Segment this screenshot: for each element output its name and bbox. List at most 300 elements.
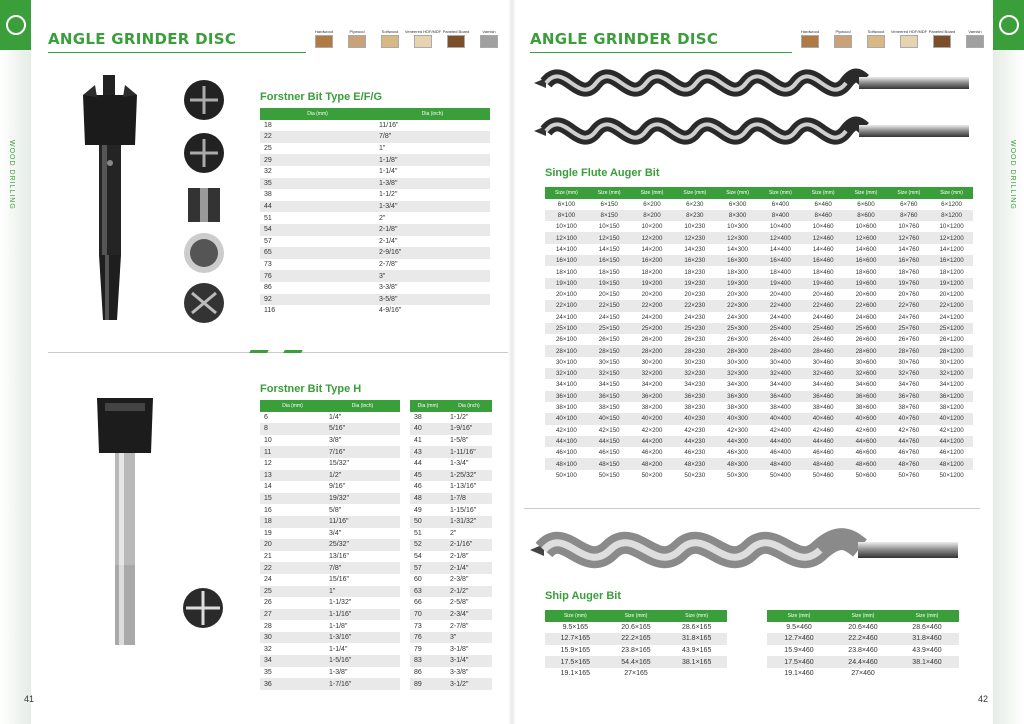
table-cell: 8×460 [802, 210, 845, 221]
col-header: Size (mm) [545, 187, 588, 199]
table-cell: 24×150 [598, 313, 620, 321]
table-cell: 6×300 [728, 200, 747, 208]
col-header: Size (mm) [831, 610, 895, 622]
table-row [260, 212, 490, 224]
material-label: Veneered HDF/MDF [890, 29, 928, 34]
table-cell: 26×100 [555, 336, 577, 344]
table-cell: 18×600 [855, 268, 877, 276]
table-cell: 32×400 [759, 368, 802, 379]
table-cell: 48×200 [631, 458, 674, 469]
table-cell: 11 [260, 446, 325, 458]
table-cell: 60 [414, 576, 422, 584]
table-cell: 34×150 [598, 381, 620, 389]
table-cell: 25×200 [631, 323, 674, 334]
table-cell: 63 [410, 586, 446, 598]
table-cell: 1-1/4" [329, 645, 348, 653]
table-cell: 12×100 [545, 232, 588, 243]
table-cell: 22 [260, 562, 325, 574]
table-cell: 30×150 [598, 358, 620, 366]
table-cell: 31.8×460 [895, 633, 959, 645]
table-cell: 30×460 [812, 358, 834, 366]
table-cell: 50×200 [641, 471, 663, 479]
table-cell: 20.6×460 [848, 623, 878, 631]
material-swatch-icon [348, 35, 366, 48]
table-cell: 3/8" [329, 437, 342, 445]
table-cell: 16×1200 [930, 255, 973, 266]
table-row [410, 574, 492, 586]
table-cell: 76 [410, 632, 446, 644]
logo-icon [999, 15, 1019, 35]
table-row [260, 551, 400, 563]
table-cell: 48×460 [802, 458, 845, 469]
table-row [545, 413, 973, 424]
table-row [545, 425, 973, 436]
table-cell: 16×460 [802, 255, 845, 266]
table-cell: 73 [414, 622, 422, 630]
table-row [545, 458, 973, 469]
col-header: Size (mm) [606, 610, 667, 622]
table-row [260, 224, 490, 236]
table-cell: 46×230 [684, 449, 706, 457]
table-cell: 10×100 [555, 223, 577, 231]
table-cell: 32×1200 [930, 368, 973, 379]
table-cell: 2-7/8" [379, 261, 398, 269]
table-row [545, 266, 973, 277]
table-row [260, 632, 400, 644]
table-row [260, 678, 400, 690]
table-cell: 1-1/8" [329, 622, 348, 630]
table-cell: 9.5×165 [562, 623, 589, 631]
table-row [410, 678, 492, 690]
table-cell: 6×460 [814, 200, 832, 208]
table-cell: 48×600 [845, 458, 888, 469]
table-cell: 27 [260, 609, 325, 621]
table-row [545, 289, 973, 300]
col-header: Dia (inch) [325, 400, 400, 412]
table-cell: 92 [260, 294, 375, 306]
table-row [767, 622, 959, 634]
table-cell: 20×600 [855, 291, 877, 299]
table-cell: 19.1×165 [560, 670, 591, 678]
table-cell: 1-5/8" [450, 437, 469, 445]
table-cell: 3-3/8" [379, 284, 398, 292]
table-cell: 44 [414, 460, 422, 468]
table-row [545, 221, 973, 232]
table-cell: 46×600 [855, 449, 877, 457]
table-cell: 51 [414, 529, 422, 537]
table-cell: 26×150 [598, 336, 620, 344]
table-cell: 50×400 [769, 471, 791, 479]
table-row [260, 620, 400, 632]
table-cell: 42×460 [812, 426, 834, 434]
table-cell: 2-1/8" [450, 553, 469, 561]
table-row [545, 368, 973, 379]
table-cell: 25 [264, 145, 272, 153]
table-cell: 50×460 [812, 471, 834, 479]
table-cell: 22.2×165 [606, 633, 667, 645]
table-cell: 46×760 [898, 449, 920, 457]
table-cell: 40×760 [887, 413, 930, 424]
table-cell: 25×150 [588, 323, 631, 334]
table-cell: 14×600 [855, 245, 877, 253]
table-cell: 10×400 [769, 223, 791, 231]
table-cell: 20×760 [898, 291, 920, 299]
table-row [410, 446, 492, 458]
table-cell: 30×1200 [939, 358, 964, 366]
material-item [404, 29, 442, 48]
table-row [260, 493, 400, 505]
page-number: 42 [977, 694, 988, 704]
ship-auger-table-2 [767, 610, 959, 680]
table-cell: 24×600 [855, 313, 877, 321]
table-row [545, 645, 727, 657]
table-cell: 46 [414, 483, 422, 491]
table-cell: 34×600 [855, 381, 877, 389]
table-cell: 35 [260, 178, 375, 190]
table-cell: 10×760 [898, 223, 920, 231]
table-cell: 13 [260, 470, 325, 482]
table-cell: 50 [410, 516, 446, 528]
table-cell: 46×460 [812, 449, 834, 457]
table-cell: 20×1200 [939, 291, 964, 299]
table-row [260, 667, 400, 679]
table-row [260, 423, 400, 435]
material-label: Varnish [482, 29, 496, 34]
table-cell: 1-3/4" [450, 460, 469, 468]
table-cell: 40×100 [545, 413, 588, 424]
table-cell: 19×300 [716, 278, 759, 289]
table-cell: 18 [260, 516, 325, 528]
section-title-h: Forstner Bit Type H [260, 383, 362, 395]
table-cell: 25×100 [545, 323, 588, 334]
table-cell: 18×1200 [939, 268, 964, 276]
col-header: Size (mm) [666, 610, 727, 622]
table-cell: 40×150 [588, 413, 631, 424]
table-row [767, 633, 959, 645]
table-row [410, 632, 492, 644]
table-cell: 10×1200 [939, 223, 964, 231]
table-cell: 26×760 [898, 336, 920, 344]
table-cell: 34×100 [555, 381, 577, 389]
table-cell: 1-1/32" [329, 599, 352, 607]
table-cell: 73 [264, 261, 272, 269]
table-cell: 11/16" [325, 516, 400, 528]
table-cell: 10×600 [855, 223, 877, 231]
table-cell: 38 [414, 413, 422, 421]
table-row [545, 668, 727, 680]
table-cell: 12×400 [759, 232, 802, 243]
table-cell: 5/16" [325, 423, 400, 435]
forstner-h-photo [95, 398, 155, 648]
table-row [410, 667, 492, 679]
table-row [410, 528, 492, 540]
table-cell: 42×150 [598, 426, 620, 434]
table-cell: 44×600 [845, 436, 888, 447]
table-cell: 16×600 [845, 255, 888, 266]
table-cell: 19×230 [673, 278, 716, 289]
table-cell: 22×460 [802, 300, 845, 311]
table-cell: 36×1200 [930, 391, 973, 402]
table-cell: 48 [410, 493, 446, 505]
table-cell: 50×600 [855, 471, 877, 479]
table-cell: 2-9/16" [375, 247, 490, 259]
table-cell: 38×760 [898, 404, 920, 412]
table-cell: 54.4×165 [606, 656, 667, 668]
table-cell: 19×150 [588, 278, 631, 289]
table-cell: 22×400 [759, 300, 802, 311]
table-row [260, 481, 400, 493]
table-cell: 11/16" [379, 121, 399, 129]
table-cell: 21 [264, 553, 272, 561]
material-label: Softwood [381, 29, 399, 34]
material-label: Paneled Board [928, 29, 956, 34]
table-cell: 6×100 [557, 200, 576, 208]
divider-mark [249, 350, 269, 353]
divider-mark [283, 350, 303, 353]
table-cell: 22×760 [887, 300, 930, 311]
table-cell: 28 [264, 622, 272, 630]
table-cell: 7/8" [325, 562, 400, 574]
table-row [260, 259, 490, 271]
table-row [545, 357, 973, 368]
table-cell: 30×100 [555, 358, 577, 366]
table-cell: 6×1200 [941, 200, 962, 208]
table-cell: 18×460 [812, 268, 834, 276]
table-cell: 6×230 [686, 200, 704, 208]
table-cell: 44×150 [588, 436, 631, 447]
table-cell: 28×230 [673, 345, 716, 356]
table-row [410, 655, 492, 667]
col-header: Size (mm) [673, 187, 716, 199]
table-cell: 20×150 [598, 291, 620, 299]
side-label: WOOD DRILLING [8, 140, 15, 210]
table-cell: 15.9×165 [560, 647, 591, 655]
table-row [260, 201, 490, 213]
table-row [260, 154, 490, 166]
col-header: Size (mm) [845, 187, 888, 199]
table-cell: 28×300 [716, 345, 759, 356]
table-cell: 1-25/32" [446, 470, 492, 482]
table-cell: 9/16" [329, 483, 346, 491]
table-row [260, 643, 400, 655]
col-header: Size (mm) [631, 187, 674, 199]
table-cell: 25×1200 [930, 323, 973, 334]
table-row [410, 516, 492, 528]
table-cell: 26×400 [769, 336, 791, 344]
table-row [545, 622, 727, 634]
material-item [475, 29, 503, 48]
table-cell: 16×400 [759, 255, 802, 266]
table-cell: 36×200 [631, 391, 674, 402]
table-cell: 54 [260, 224, 375, 236]
table-cell: 1-31/32" [446, 516, 492, 528]
table-cell: 36×760 [887, 391, 930, 402]
table-cell: 23.8×460 [848, 647, 878, 655]
table-cell: 26×600 [855, 336, 877, 344]
table-cell: 25×300 [716, 323, 759, 334]
material-item [961, 29, 989, 48]
table-row [260, 143, 490, 155]
table-cell: 44×460 [802, 436, 845, 447]
table-row [767, 645, 959, 657]
col-header: Size (mm) [716, 187, 759, 199]
table-cell: 23.8×165 [621, 647, 651, 655]
table-cell: 32×150 [588, 368, 631, 379]
table-cell: 1-9/16" [446, 423, 492, 435]
table-cell: 19×200 [631, 278, 674, 289]
table-cell: 26×300 [727, 336, 748, 344]
table-row [410, 423, 492, 435]
forstner-efg-table [260, 108, 490, 317]
table-cell: 40×1200 [930, 413, 973, 424]
table-cell: 2-1/4" [446, 562, 492, 574]
table-row [260, 412, 400, 424]
material-item [829, 29, 857, 48]
table-row [545, 232, 973, 243]
material-label: Plywood [835, 29, 851, 34]
table-row [260, 528, 400, 540]
table-row [260, 247, 490, 259]
table-cell: 26×200 [641, 336, 663, 344]
table-row [260, 120, 490, 132]
table-cell: 42×400 [769, 426, 791, 434]
table-row [767, 668, 959, 680]
table-cell: 46×1200 [939, 449, 964, 457]
table-cell: 8×300 [716, 210, 759, 221]
table-cell: 8×760 [887, 210, 930, 221]
table-cell: 24.4×460 [831, 656, 895, 668]
material-item [862, 29, 890, 48]
table-cell: 8×150 [588, 210, 631, 221]
table-cell: 20.6×165 [621, 623, 651, 631]
table-row [410, 470, 492, 482]
table-cell: 10×230 [684, 223, 706, 231]
table-cell: 17.5×460 [767, 656, 831, 668]
forstner-h-table-1 [260, 400, 400, 690]
table-cell: 1-7/8 [446, 493, 492, 505]
table-cell: 15.9×460 [784, 647, 814, 655]
table-cell: 48×1200 [930, 458, 973, 469]
table-cell: 38×200 [641, 404, 663, 412]
material-item [442, 29, 470, 48]
table-cell: 36×600 [845, 391, 888, 402]
table-cell: 1" [379, 145, 386, 153]
table-cell: 22×200 [631, 300, 674, 311]
table-cell: 8×600 [845, 210, 888, 221]
table-row [410, 493, 492, 505]
table-cell: 3" [375, 270, 490, 282]
table-cell: 40×460 [802, 413, 845, 424]
table-cell: 19 [264, 529, 272, 537]
table-cell: 42×200 [641, 426, 663, 434]
forstner-bit-photo [75, 75, 145, 330]
table-row [545, 447, 973, 458]
table-cell: 2-1/4" [379, 237, 398, 245]
table-cell: 44×760 [887, 436, 930, 447]
table-cell: 42×1200 [939, 426, 964, 434]
table-cell: 15/16" [329, 576, 350, 584]
table-cell: 86 [264, 284, 272, 292]
table-cell: 6 [264, 413, 268, 421]
auger-bits-photo [534, 60, 974, 155]
table-cell: 2" [379, 214, 386, 222]
title-rule [48, 52, 306, 53]
material-item [928, 29, 956, 48]
table-cell: 20×200 [641, 291, 663, 299]
table-cell: 38×100 [555, 404, 577, 412]
table-row [260, 446, 400, 458]
table-cell: 14×230 [684, 245, 706, 253]
table-cell: 40×230 [673, 413, 716, 424]
table-row [260, 470, 400, 482]
table-cell: 3-1/2" [446, 678, 492, 690]
table-cell: 24×100 [555, 313, 577, 321]
table-cell: 31.8×165 [666, 633, 727, 645]
table-row [260, 562, 400, 574]
table-cell: 38.1×460 [895, 656, 959, 668]
table-cell: 48×400 [759, 458, 802, 469]
table-row [545, 334, 973, 345]
table-cell: 30×300 [727, 358, 748, 366]
table-cell: 32×760 [887, 368, 930, 379]
table-cell: 6×600 [857, 200, 875, 208]
table-cell: 48×150 [588, 458, 631, 469]
table-cell: 57 [264, 237, 272, 245]
table-row [545, 323, 973, 334]
material-swatch-icon [480, 35, 498, 48]
table-cell: 43.9×165 [681, 647, 712, 655]
table-cell: 14×400 [769, 245, 791, 253]
table-cell: 38×300 [727, 404, 748, 412]
table-cell: 1" [325, 586, 400, 598]
table-cell: 44×400 [759, 436, 802, 447]
divider [48, 352, 508, 353]
table-cell: 1-3/8" [329, 668, 348, 676]
table-cell: 1-1/16" [325, 609, 400, 621]
table-cell: 65 [260, 247, 375, 259]
table-cell: 38×400 [769, 404, 791, 412]
col-header: Dia (inch) [375, 108, 490, 120]
table-cell: 48×760 [887, 458, 930, 469]
table-row [545, 656, 727, 668]
table-cell: 1-13/16" [450, 483, 477, 491]
table-cell: 1-3/16" [325, 632, 400, 644]
table-cell: 14×460 [812, 245, 834, 253]
table-cell: 6×400 [771, 200, 790, 208]
table-cell: 2-5/8" [450, 599, 469, 607]
table-cell: 32×100 [545, 368, 588, 379]
section-tab [0, 0, 31, 50]
table-cell: 42×760 [898, 426, 920, 434]
table-cell: 28×400 [759, 345, 802, 356]
table-cell: 42×300 [727, 426, 748, 434]
table-cell: 46×300 [727, 449, 748, 457]
table-cell: 10×460 [812, 223, 834, 231]
table-cell: 32×600 [845, 368, 888, 379]
table-cell: 12×600 [845, 232, 888, 243]
table-cell: 76 [260, 270, 375, 282]
table-cell: 1-3/8" [375, 178, 490, 190]
table-cell: 27×165 [624, 670, 648, 678]
table-cell: 16×230 [673, 255, 716, 266]
table-row [410, 412, 492, 424]
ship-auger-photo [530, 520, 970, 580]
table-cell: 28×460 [802, 345, 845, 356]
table-cell: 2-7/8" [450, 622, 469, 630]
table-cell: 50×230 [684, 471, 706, 479]
table-row [260, 178, 490, 190]
table-cell: 16×150 [588, 255, 631, 266]
